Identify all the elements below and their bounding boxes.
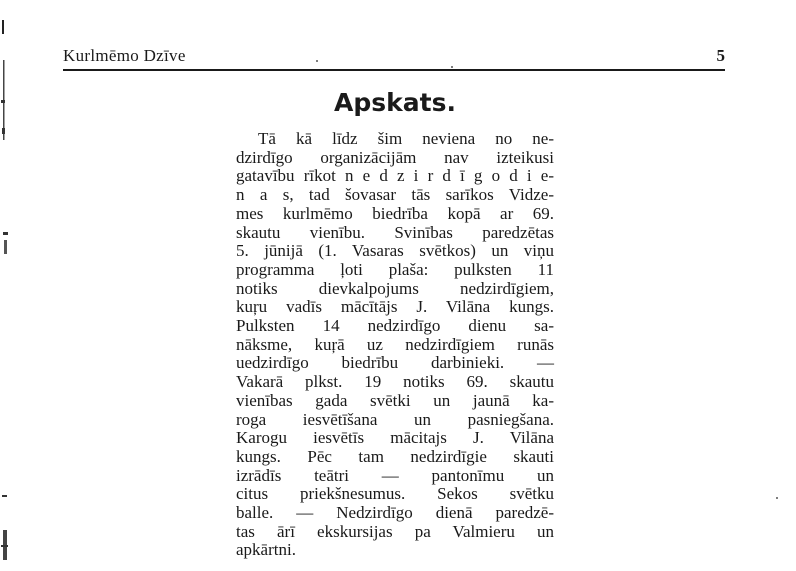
page-number: 5 — [716, 46, 725, 65]
body-line: vienības gada svētki un jaunā ka- — [236, 390, 554, 410]
body-line: apkārtni. — [236, 540, 296, 560]
scan-edge-marks — [0, 0, 12, 571]
body-line: gatavību rīkot n e d z i r d ī g o d i e- — [236, 166, 554, 186]
body-line: Pulksten 14 nedzirdīgo dienu sa- — [236, 316, 554, 336]
article-title: Apskats. — [334, 88, 456, 117]
body-line: Tā kā līdz šim neviena no ne- — [258, 129, 554, 148]
body-line: tas ārī ekskursijas pa Valmieru un — [236, 521, 554, 541]
header-rule — [63, 69, 725, 71]
body-line: skautu vienību. Svinības paredzētas — [236, 222, 554, 242]
body-line: roga iesvētīšana un pasniegšana. — [236, 409, 554, 429]
scan-speck — [451, 66, 453, 68]
scan-speck — [316, 60, 318, 62]
body-line: uedzirdīgo biedrību darbinieki. — — [236, 353, 554, 373]
body-line: notiks dievkalpojums nedzirdīgiem, — [236, 278, 554, 298]
body-line: Karogu iesvētīs mācitajs J. Vilāna — [236, 428, 554, 448]
scan-speck — [776, 497, 778, 499]
body-line: kuŗu vadīs mācītājs J. Vilāna kungs. — [236, 297, 554, 317]
body-line: mes kurlmēmo biedrība kopā ar 69. — [236, 203, 554, 223]
publication-title: Kurlmēmo Dzīve — [63, 46, 186, 65]
body-line: Vakarā plkst. 19 notiks 69. skautu — [236, 372, 554, 392]
body-line: balle. — Nedzirdīgo dienā paredzē- — [236, 503, 554, 523]
body-line: dzirdīgo organizācijām nav izteikusi — [236, 147, 554, 167]
article-body — [236, 130, 554, 560]
body-line: izrādīs teātri — pantonīmu un — [236, 465, 554, 485]
body-line: kungs. Pēc tam nedzirdīgie skauti — [236, 446, 554, 466]
body-line: nāksme, kuŗā uz nedzirdīgiem runās — [236, 334, 554, 354]
body-line: 5. jūnijā (1. Vasaras svētkos) un viņu — [236, 241, 554, 261]
body-line: n a s, tad šovasar tās sarīkos Vidze- — [236, 185, 554, 205]
body-line: citus priekšnesumus. Sekos svētku — [236, 484, 554, 504]
running-head — [63, 46, 725, 68]
body-line: programma ļoti plaša: pulksten 11 — [236, 259, 554, 279]
